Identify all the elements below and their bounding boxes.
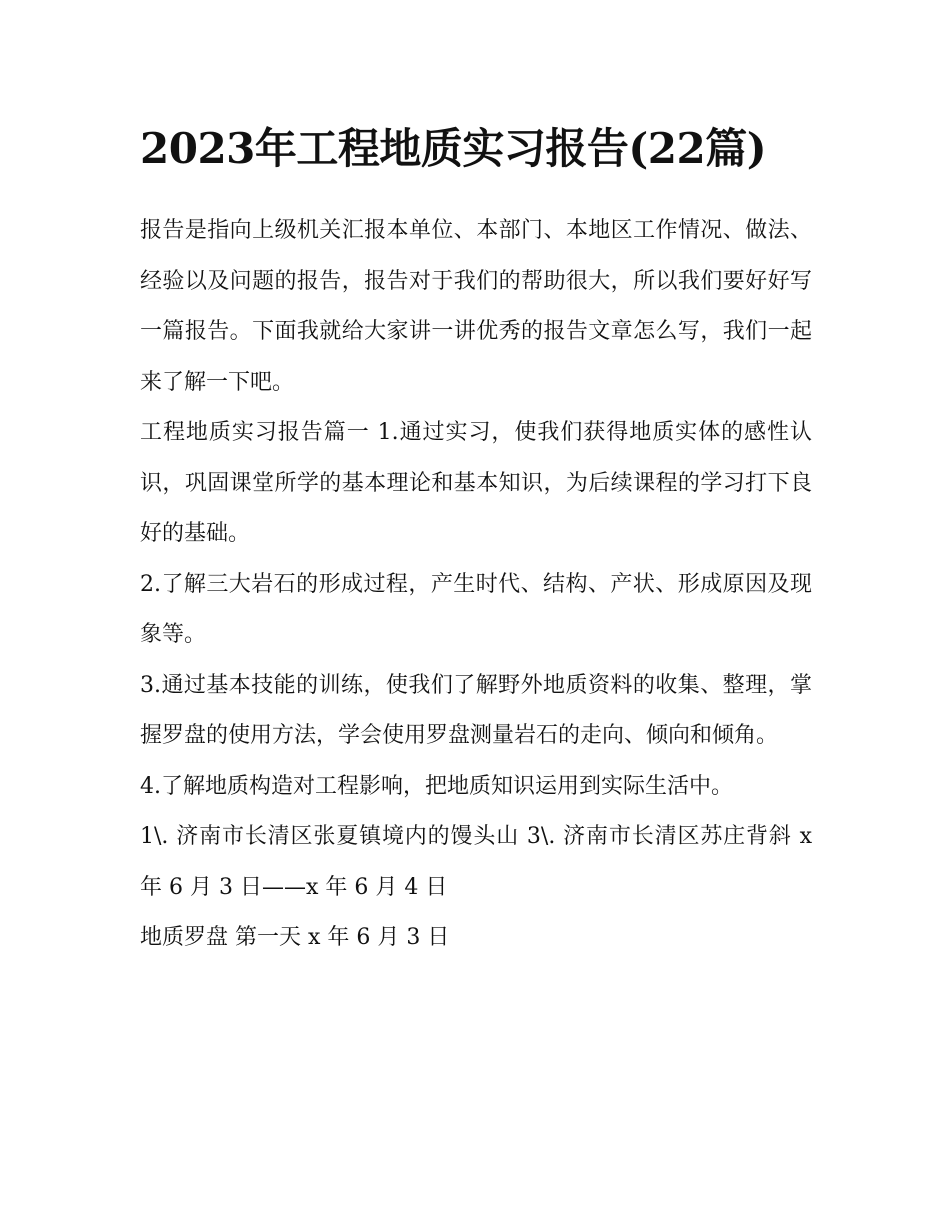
paragraph-purpose-2: 2.了解三大岩石的形成过程，产生时代、结构、产状、形成原因及现象等。 [140,571,812,647]
paragraph-purpose-4: 4.了解地质构造对工程影响，把地质知识运用到实际生活中。 [140,773,733,799]
paragraph-purpose-3: 3.通过基本技能的训练，使我们了解野外地质资料的收集、整理，掌握罗盘的使用方法，学会使用罗盘测量岩石的走向、倾向和倾角。 [140,672,812,748]
document-title: 2023年工程地质实习报告(22篇) [140,124,767,173]
paragraph-location-date: 1\. 济南市长清区张夏镇境内的馒头山 3\. 济南市长清区苏庄背斜 x 年 6 月 3 日——x 年 6 月 4 日 [140,824,812,900]
document-body [140,112,812,964]
intro-paragraph: 报告是指向上级机关汇报本单位、本部门、本地区工作情况、做法、经验以及问题的报告，报告对于我们的帮助很大，所以我们要好好写一篇报告。下面我就给大家讲一讲优秀的报告文章怎么写，我们一起来了解一下吧。 [140,218,812,395]
paragraph-equipment-day1: 地质罗盘 第一天 x 年 6 月 3 日 [140,925,450,950]
paragraph-purpose-1: 工程地质实习报告篇一 1.通过实习，使我们获得地质实体的感性认识，巩固课堂所学的基本理论和基本知识，为后续课程的学习打下良好的基础。 [140,420,812,546]
